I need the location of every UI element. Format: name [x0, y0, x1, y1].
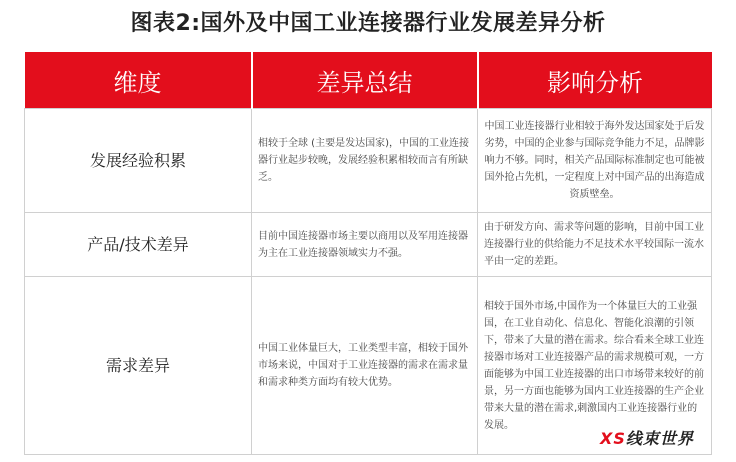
row-dimension: 产品/技术差异 [25, 213, 252, 277]
comparison-table [24, 52, 712, 455]
watermark-mark: XS [600, 429, 626, 448]
row-impact: 相较于国外市场,中国作为一个体量巨大的工业强国，在工业自动化、信息化、智能化浪潮的引领下，带来了大量的潜在需求。综合看来全球工业连接器市场对工业连接器产品的需求规模可观，一方面能够为中国工业连接器的出口市场带来较好的前景，另一方面也能够为国内工业连接器的生产企业带来大量的潜在需求,刺激国内工业连接器行业的发展。 [478, 277, 712, 455]
header-summary: 差异总结 [252, 52, 478, 109]
row-impact: 中国工业连接器行业相较于海外发达国家处于后发劣势，中国的企业参与国际竞争能力不足，品牌影响力不够。同时，相关产品国际标准制定也可能被国外抢占先机，一定程度上对中国产品的出海造成资质壁垒。 [478, 109, 712, 213]
row-dimension: 需求差异 [25, 277, 252, 455]
row-summary: 目前中国连接器市场主要以商用以及军用连接器为主在工业连接器领域实力不强。 [252, 213, 478, 277]
row-impact: 由于研发方向、需求等问题的影响，目前中国工业连接器行业的供给能力不足技术水平较国际一流水平由一定的差距。 [478, 213, 712, 277]
table-header-row [25, 52, 712, 109]
page-title: 图表2:国外及中国工业连接器行业发展差异分析 [130, 11, 606, 36]
row-summary: 相较于全球 (主要是发达国家)，中国的工业连接器行业起步较晚，发展经验积累相较而言有所缺乏。 [252, 109, 478, 213]
header-dimension: 维度 [25, 52, 252, 109]
watermark-logo [600, 426, 694, 449]
table-row [25, 109, 712, 213]
row-dimension: 发展经验积累 [25, 109, 252, 213]
watermark-text: 线束世界 [625, 429, 694, 448]
table-row [25, 213, 712, 277]
header-impact: 影响分析 [478, 52, 712, 109]
row-summary: 中国工业体量巨大，工业类型丰富，相较于国外市场来说，中国对于工业连接器的需求在需求量和需求种类方面均有较大优势。 [252, 277, 478, 455]
